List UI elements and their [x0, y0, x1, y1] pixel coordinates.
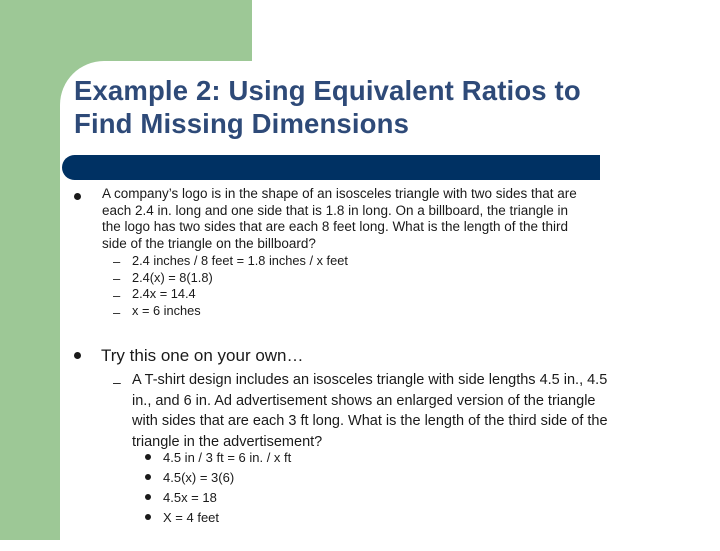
bullet-1-line: A company’s logo is in the shape of an isosceles triangle with two sides that are: [102, 186, 577, 201]
dash-3: –: [113, 288, 121, 303]
sub-line: in., and 6 in. Ad advertisement shows an enlarged version of the triangle: [132, 392, 596, 409]
sub-line: triangle in the advertisement?: [132, 433, 323, 450]
dash-5: –: [113, 374, 121, 390]
bullet-1-line: the logo has two sides that are each 8 feet long. What is the length of the third: [102, 219, 569, 234]
title-line-2: Find Missing Dimensions: [74, 108, 410, 139]
sub-bullet-dot: [145, 494, 151, 500]
bullet-2-steps: [163, 448, 291, 528]
bullet-dot-1: [74, 193, 81, 200]
step-line: 4.5 in / 3 ft = 6 in. / x ft: [163, 450, 292, 465]
bullet-2-label: Try this one on your own…: [101, 346, 304, 365]
sub-bullet-dot: [145, 474, 151, 480]
step-line: 4.5x = 18: [163, 490, 217, 505]
slide-title: [74, 74, 694, 140]
step-line: 2.4x = 14.4: [132, 286, 196, 302]
sub-bullet-dot: [145, 514, 151, 520]
step-line: X = 4 feet: [163, 510, 220, 525]
title-line-1: Example 2: Using Equivalent Ratios to: [74, 75, 581, 106]
sub-line: with sides that are each 3 ft long. What is the length of the third side of the: [132, 413, 608, 429]
bullet-1-line: side of the triangle on the billboard?: [102, 235, 316, 251]
sub-line: A T-shirt design includes an isosceles triangle with side lengths 4.5 in., 4.5: [132, 372, 608, 388]
step-line: 4.5(x) = 3(6): [163, 470, 235, 485]
step-line: 2.4(x) = 8(1.8): [132, 269, 213, 285]
bullet-1-line: each 2.4 in. long and one side that is 1.8 in long. On a billboard, the triangle in: [102, 202, 569, 218]
dash-1: –: [113, 254, 121, 269]
bullet-dot-2: [74, 352, 81, 359]
dash-4: –: [113, 305, 121, 320]
dash-2: –: [113, 271, 121, 286]
step-line: 2.4 inches / 8 feet = 1.8 inches / x feet: [132, 253, 348, 268]
bullet-1-text: [102, 186, 577, 252]
sub-bullet-dot: [145, 454, 151, 460]
title-underline-bar: [62, 155, 600, 180]
bullet-1-steps: [132, 253, 348, 319]
step-line: x = 6 inches: [132, 302, 201, 318]
bullet-2-sub-text: [132, 370, 608, 452]
